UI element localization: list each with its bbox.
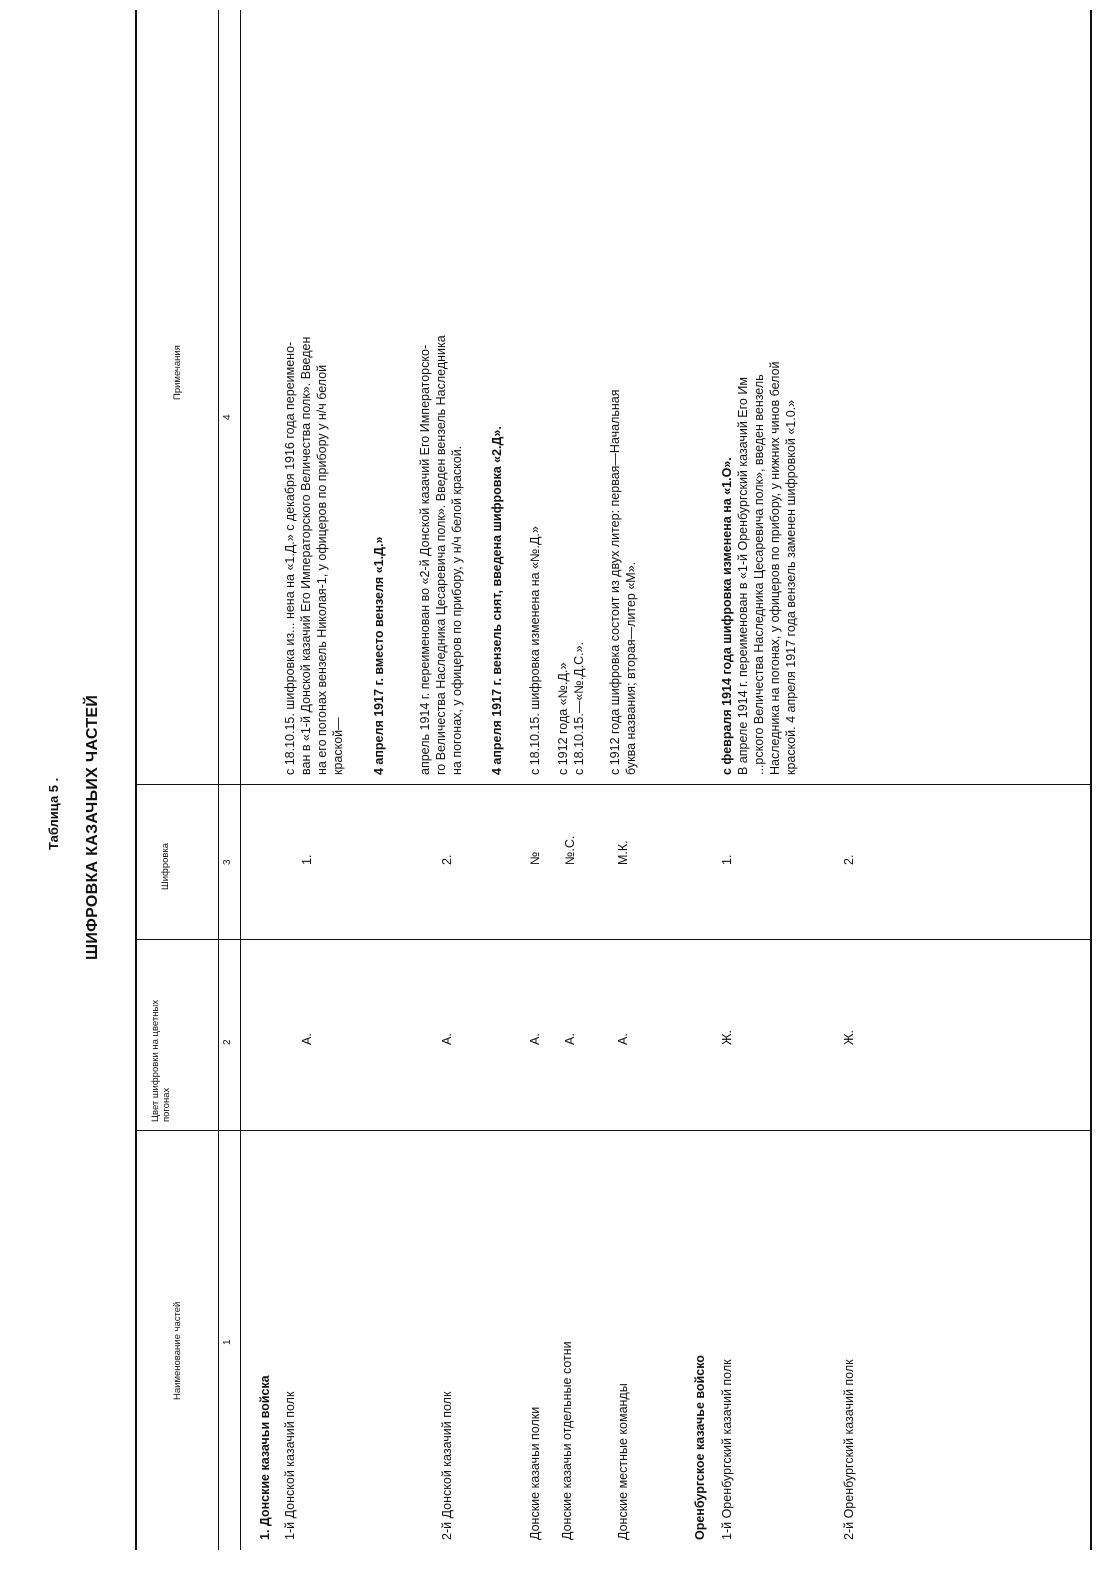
table-top-rule	[135, 10, 137, 1550]
header-cipher: Шифровка	[160, 842, 171, 890]
row-4-color: А.	[563, 1033, 577, 1045]
row-5-cipher: М.К.	[616, 840, 630, 865]
number-row-rule	[240, 10, 241, 1550]
header-name-of-units: Наименование частей	[172, 1301, 183, 1400]
row-3-name: Донские казачьи полки	[528, 1406, 542, 1540]
row-1-name: 1-й Донской казачий полк	[283, 1391, 297, 1540]
row-2-cipher: 2.	[440, 854, 454, 865]
col-divider-1	[135, 1130, 1090, 1131]
row-6-note-line-3: ...рского Величества Наследника Цесаревича полк», введен вензель	[752, 374, 766, 775]
row-6-color: Ж.	[720, 1029, 734, 1045]
row-6-note-line-2: В апреле 1914 г. переименован в «1-й Оренбургский казачий Его Им	[736, 377, 750, 775]
row-6-note-line-5: краской. 4 апреля 1917 года вензель заменен шифровкой «1.0.»	[784, 399, 798, 775]
row-2-note-line-1: апрель 1914 г. переименован во «2-й Донской казачий Его Императорско-	[418, 344, 432, 775]
row-1-color: А.	[300, 1033, 314, 1045]
row-4-name: Донские казачьи отдельные сотни	[560, 1341, 574, 1540]
row-2-note-line-2: го Величества Наследника Цесаревича полк». Введен вензель Наследника	[434, 335, 448, 775]
row-6-name: 1-й Оренбургский казачий полк	[720, 1359, 734, 1540]
column-number-2: 2	[222, 1039, 233, 1045]
row-1-note-line-3: на его погонах вензель Николая-1, у офицеров по прибору у н/ч белой	[315, 364, 329, 775]
row-6-note-line-1: с февраля 1914 года шифровка изменена на «1.О».	[720, 457, 734, 775]
header-rule	[218, 10, 219, 1550]
row-2-name: 2-й Донской казачий полк	[440, 1391, 454, 1540]
section-heading-don: 1. Донские казачьи войска	[258, 1375, 272, 1540]
row-5-note-line-1: с 1912 года шифровка состоит из двух литер: первая—Начальная	[608, 389, 622, 775]
row-7-color: Ж.	[842, 1029, 856, 1045]
table-title: ШИФРОВКА КАЗАЧЬИХ ЧАСТЕЙ	[84, 694, 101, 960]
table-caption-label: Таблица 5 .	[46, 777, 61, 850]
row-2b-note-line-1: 4 апреля 1917 г. вензель снят, введена шифровка «2.Д».	[490, 426, 504, 775]
row-2-color: А.	[440, 1033, 454, 1045]
column-number-1: 1	[222, 1339, 233, 1345]
header-notes: Примечания	[172, 345, 183, 400]
col-divider-3	[135, 784, 1090, 785]
row-6-cipher: 1.	[720, 854, 734, 865]
row-7-name: 2-й Оренбургский казачий полк	[842, 1359, 856, 1540]
row-5-color: А.	[616, 1033, 630, 1045]
row-3-note-line-1: с 18.10.15. шифровка изменена на «№.Д.»	[528, 526, 542, 775]
row-3-cipher: №	[528, 851, 542, 865]
row-5-name: Донские местные команды	[616, 1383, 630, 1540]
column-number-3: 3	[222, 859, 233, 865]
header-cipher-color: Цвет шифровки на цветных погонах	[150, 999, 172, 1122]
table-bottom-rule	[1090, 10, 1092, 1550]
row-4-cipher: №.С.	[563, 835, 577, 865]
col-divider-2	[135, 939, 1090, 940]
row-7-cipher: 2.	[842, 854, 856, 865]
section-heading-orenburg: Оренбургское казачье войско	[693, 1355, 707, 1540]
row-4-note-line-2: с 18.10.15.—«№.Д.С.».	[572, 641, 586, 775]
row-6-note-line-4: Наследника на погонах, у офицеров по прибору, у нижних чинов белой	[768, 361, 782, 775]
row-1-note-line-4: краской—	[331, 717, 345, 775]
row-1-cipher: 1.	[300, 854, 314, 865]
row-1b-note-line-1: 4 апреля 1917 г. вместо вензеля «1.Д.»	[372, 536, 386, 775]
row-2-note-line-3: на погонах, у офицеров по прибору, у н/ч белой краской.	[450, 445, 464, 775]
row-1-note-line-2: ван в «1-й Донской казачий Его Императорского Величества полк». Введен	[299, 336, 313, 775]
row-3-color: А.	[528, 1033, 542, 1045]
row-1-note-line-1: с 18.10.15. шифровка из... нена на «1.Д.» с декабря 1916 года переимено-	[283, 341, 297, 775]
row-5-note-line-2: буква названия; вторая—литер «М».	[624, 561, 638, 775]
column-number-4: 4	[222, 414, 233, 420]
row-4-note-line-1: с 1912 года «№.Д.»	[556, 662, 570, 775]
